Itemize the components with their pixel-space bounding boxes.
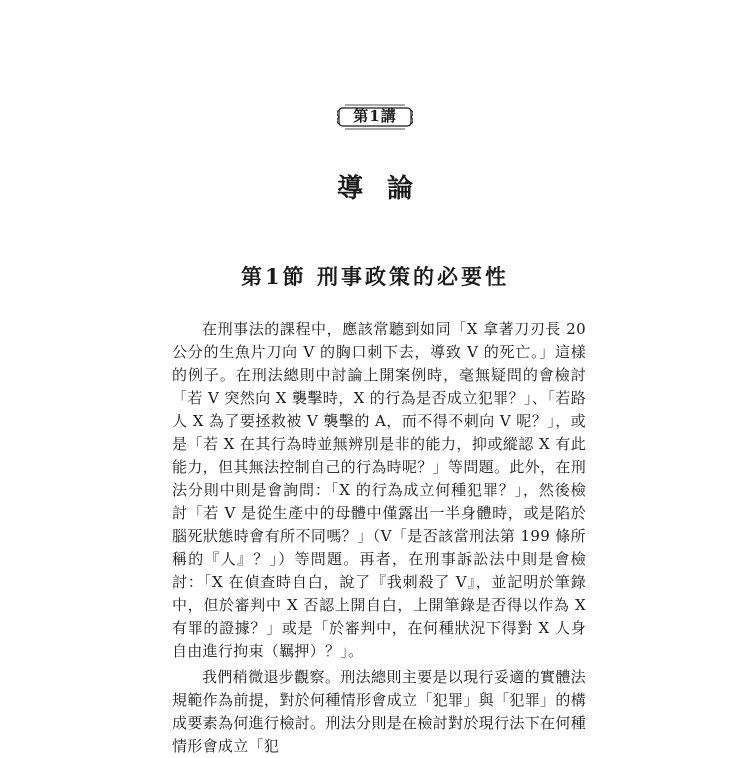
- body-text: [172, 318, 586, 758]
- section-title: 第1節 刑事政策的必要性: [241, 264, 509, 289]
- lecture-banner: [337, 104, 413, 130]
- paragraph: 我們稍微退步觀察。刑法總則主要是以現行妥適的實體法規範作為前提，對於何種情形會成立「犯罪」與「犯罪」的構成要素為何進行檢討。刑法分則是在檢討對於現行法下在何種情形會成立「犯: [172, 668, 586, 755]
- paragraph: 在刑事法的課程中，應該常聽到如同「X 拿著刀刃長 20 公分的生魚片刀向 V 的胸口刺下去，導致 V 的死亡。」這樣的例子。在刑法總則中討論上開案例時，毫無疑問的會檢討「若 V 突然向 X 襲擊時，X 的行為是否成立犯罪？」、「若路人 X 為了要拯救被 V 襲擊的 A，而不得不刺向 V 呢？」，或是「若 X 在其行為時並無辨別是非的能力，抑或縱認 X 有此能力，但其無法控制自己的行為時呢？」等問題。此外，在刑法分則中則是會詢問：「X 的行為成立何種犯罪？」，然後檢討「若 V 是從生產中的母體中僅露出一半身體時，或是陷於腦死狀態時會有所不同嗎？」（V「是否該當刑法第 199 條所稱的『人』？」）等問題。再者，在刑事訴訟法中則是會檢討：「X 在偵查時自白，說了『我刺殺了 V』，並記明於筆錄中，但於審判中 X 否認上開自白，上開筆錄是否得以作為 X 有罪的證據？」或是「於審判中，在何種狀況下得對 X 人身自由進行拘束（羈押）？」。: [172, 320, 586, 660]
- chapter-title: 導論: [336, 174, 437, 204]
- lecture-number: 第1講: [353, 107, 397, 125]
